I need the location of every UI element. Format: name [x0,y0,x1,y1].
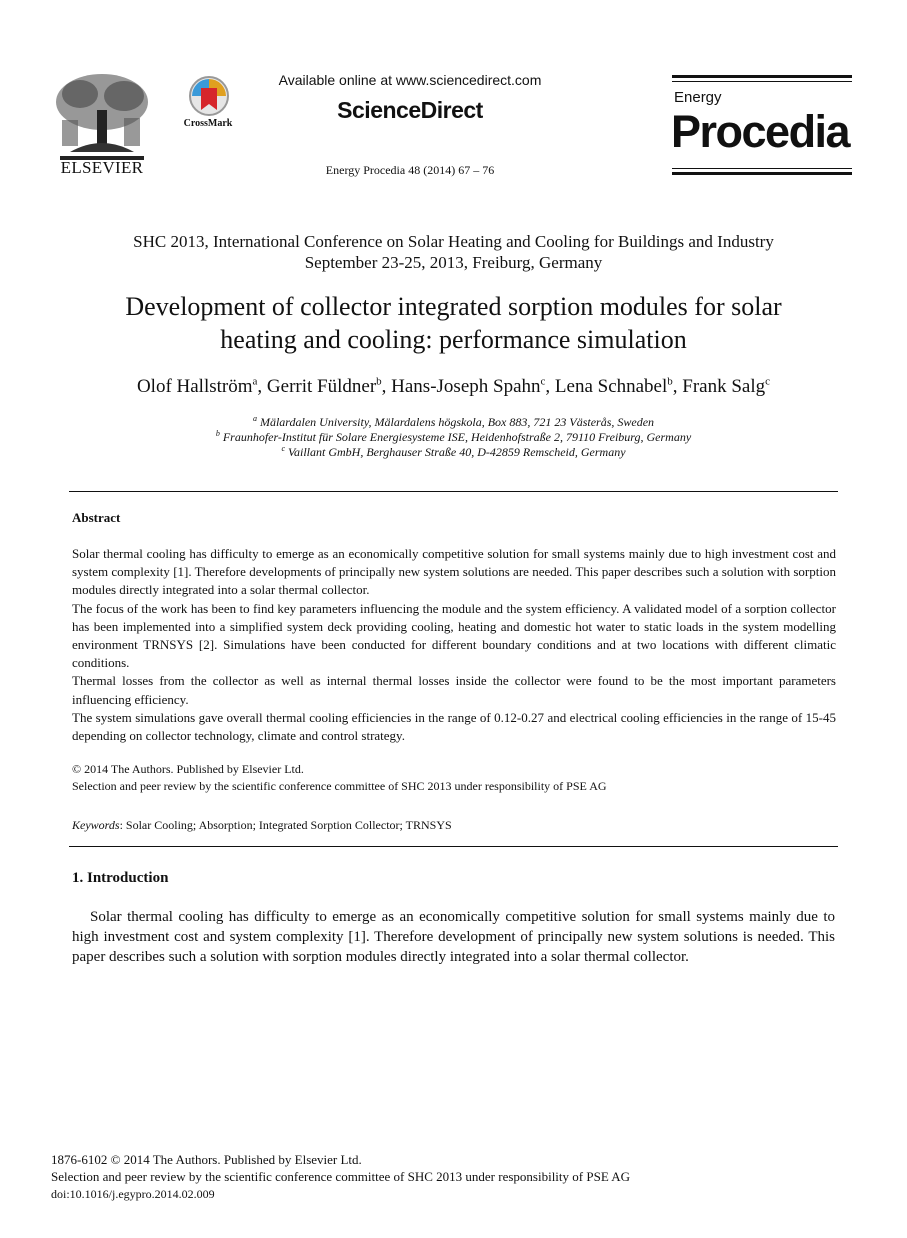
author: Hans-Joseph Spahn$^c$, [391,376,555,398]
abstract-paragraph: Thermal losses from the collector as well as internal thermal losses inside the collector were found to be the most important parameters influencing efficiency. [72,673,836,707]
crossmark-label: CrossMark [183,118,233,129]
paper-title-line-1: Development of collector integrated sorption modules for solar [125,292,782,321]
affiliation: $^c$ Vaillant GmbH, Berghauser Straße 40, D-42859 Remscheid, Germany [281,444,626,459]
journal-name: Procedia [671,106,850,157]
introduction-paragraph: Solar thermal cooling has difficulty to emerge as an economically competitive solution for small systems mainly due to high investment cost and system complexity [1]. Therefore development of principally new system solutions is needed. This paper describes such a solution with sorption modules directly integrated into a solar thermal collector. [72,909,835,965]
abstract-heading: Abstract [72,510,121,525]
author-list [40,376,867,398]
affiliation: $^b$ Fraunhofer-Institut für Solare Energiesysteme ISE, Heidenhofstraße 2, 79110 Freiburg, Germany [215,429,692,444]
keywords-list: : Solar Cooling; Absorption; Integrated Sorption Collector; TRNSYS [119,818,452,832]
author: Lena Schnabel$^b$, [554,376,683,398]
copyright-notice: © 2014 The Authors. Published by Elsevier Ltd. [72,762,304,776]
keywords [72,818,452,833]
author: Frank Salg$^c$ [682,376,771,398]
footer-peer-review: Selection and peer review by the scientific conference committee of SHC 2013 under responsibility of PSE AG [51,1169,631,1184]
sciencedirect-logo-text: ScienceDirect [337,97,483,123]
footer-doi[interactable]: doi:10.1016/j.egypro.2014.02.009 [51,1187,215,1201]
footer-issn-copyright: 1876-6102 © 2014 The Authors. Published by Elsevier Ltd. [51,1152,362,1167]
divider [69,846,838,847]
journal-top-word: Energy [674,89,722,106]
available-online-text[interactable]: Available online at www.sciencedirect.com [278,72,542,88]
section-heading-introduction: 1. Introduction [72,870,169,886]
publisher-name: ELSEVIER [60,158,144,177]
abstract-body [72,545,836,745]
divider [69,491,838,492]
abstract-paragraph: The system simulations gave overall thermal cooling efficiencies in the range of 0.12-0.27 and electrical cooling efficiencies in the range of 15-45 depending on collector technology, climate and control strategy. [72,709,836,744]
keywords-label: Keywords [72,818,120,832]
journal-reference: Energy Procedia 48 (2014) 67 – 76 [325,163,495,177]
author: Gerrit Füldner$^b$, [266,376,392,398]
author: Olof Hallström$^a$, [136,376,267,398]
abstract-paragraph: The focus of the work has been to find key parameters influencing the module and the system efficiency. A validated model of a sorption collector has been implemented into a simplified system deck providing cooling, heating and domestic hot water to static loads in the system modelling environment TRNSYS [2]. Simulations have been conducted for different boundary conditions and at two locations with different climatic conditions. [72,600,836,671]
conference-line-2: September 23-25, 2013, Freiburg, Germany [304,253,603,272]
conference-line-1: SHC 2013, International Conference on Solar Heating and Cooling for Buildings and Industry [133,232,774,251]
paper-title-line-2: heating and cooling: performance simulation [220,325,687,354]
peer-review-notice: Selection and peer review by the scientific conference committee of SHC 2013 under responsibility of PSE AG [72,779,607,793]
abstract-paragraph: Solar thermal cooling has difficulty to emerge as an economically competitive solution for small systems mainly due to high investment cost and system complexity [1]. Therefore developments of principally new system solutions are needed. This paper describes such a solution with sorption modules directly integrated into a solar thermal collector. [72,546,836,598]
affiliation: $^a$ Mälardalen University, Mälardalens högskola, Box 883, 721 23 Västerås, Sweden [252,414,655,429]
